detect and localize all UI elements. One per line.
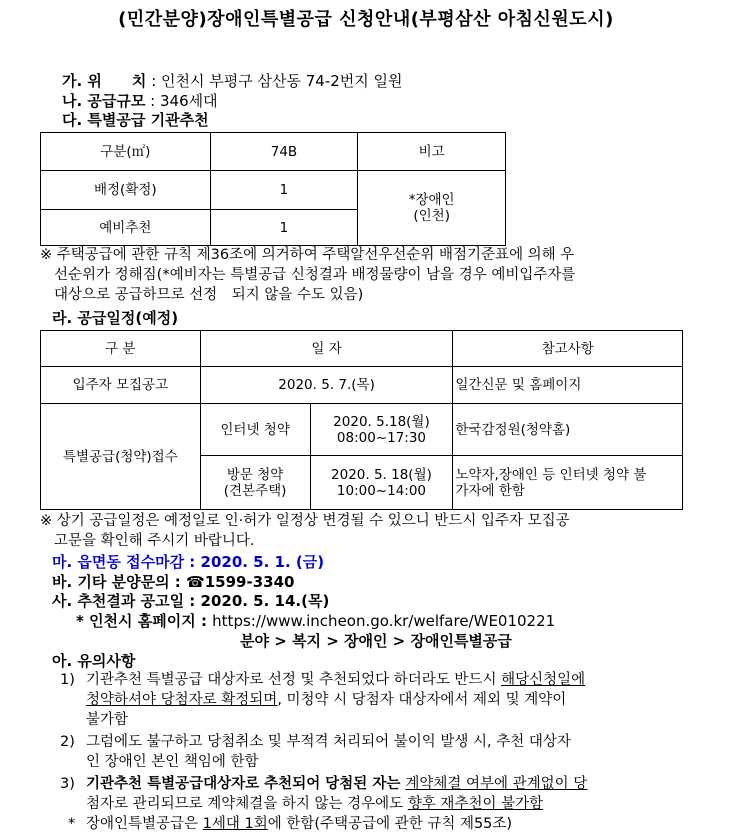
- page-title: (민간분양)장애인특별공급 신청안내(부평삼산 아침신원도시): [118, 9, 614, 30]
- allocation-table: [40, 132, 506, 246]
- table-cell: 입주자 모집공고: [41, 367, 201, 404]
- homepage-url[interactable]: https://www.incheon.go.kr/welfare/WE010221: [212, 612, 556, 630]
- supply-scale-value: 346세대: [159, 92, 218, 110]
- table-header: 참고사항: [453, 331, 683, 367]
- phone-number: ☎1599-3340: [186, 573, 295, 591]
- table-cell: 방문 청약 (견본주택): [200, 456, 310, 510]
- table-cell: 노약자,장애인 등 인터넷 청약 불 가자에 한함: [453, 456, 683, 510]
- table-cell: 1: [210, 210, 358, 246]
- table-cell: 예비추천: [41, 210, 211, 246]
- breadcrumb: 분야 > 복지 > 장애인 > 장애인특별공급: [240, 632, 512, 650]
- table-header: 비고: [358, 133, 506, 171]
- note-rule-36: ※ 주택공급에 관한 규칙 제36조에 의거하여 주택알선우선순위 배점기준표에 의해 우 선순위가 정해짐(*예비자는 특별공급 신청결과 배정물량이 남을 경우 예비입주자를 대상으로 공급하므로 선정 되지 않을 수도 있음): [40, 247, 576, 303]
- homepage-label: * 인천시 홈페이지 :: [76, 612, 213, 630]
- location-row: 가. 위 치 : 인천시 부평구 삼산동 74-2번지 일원: [62, 72, 403, 90]
- result-date-row: 사. 추천결과 공고일 : 2020. 5. 14.(목): [52, 592, 330, 610]
- homepage-row: [76, 610, 555, 631]
- list-item: * 장애인특별공급은 1세대 1회에 한함(주택공급에 관한 규칙 제55조): [68, 816, 513, 832]
- table-header: 구 분: [41, 331, 201, 367]
- table-cell: 한국감정원(청약홈): [453, 404, 683, 456]
- table-cell: 특별공급(청약)접수: [41, 404, 201, 510]
- table-cell: 2020. 5.18(월) 08:00~17:30: [310, 404, 453, 456]
- inquiry-label: 바. 기타 분양문의 :: [52, 573, 187, 591]
- list-item: 1) 기관추천 특별공급 대상자로 선정 및 추천되었다 하더라도 반드시 해당신청일에 청약하셔야 당첨자로 확정되며, 미청약 시 당첨자 대상자에서 제외 및 계약이 불가함: [60, 672, 586, 728]
- deadline-row: 마. 읍면동 접수마감 : 2020. 5. 1. (금): [52, 553, 325, 571]
- table-cell: 1: [210, 171, 358, 210]
- inquiry-row: [52, 571, 294, 592]
- table-cell: 배정(확정): [41, 171, 211, 210]
- table-header: 구분(㎡): [41, 133, 211, 171]
- table-cell: 인터넷 청약: [200, 404, 310, 456]
- location-label: 가. 위 치: [62, 72, 147, 90]
- section-precautions: 아. 유의사항: [52, 652, 136, 670]
- section-agency-recommendation: 다. 특별공급 기관추천: [62, 111, 209, 129]
- table-header: 일 자: [200, 331, 453, 367]
- supply-scale-label: 나. 공급규모: [62, 92, 146, 110]
- location-value: 인천시 부평구 삼산동 74-2번지 일원: [161, 72, 403, 90]
- table-cell: 2020. 5. 7.(목): [200, 367, 453, 404]
- supply-scale-row: 나. 공급규모 : 346세대: [62, 92, 218, 110]
- list-item: 2) 그럼에도 불구하고 당첨취소 및 부적격 처리되어 불이익 발생 시, 추천 대상자 인 장애인 본인 책임에 한함: [60, 734, 571, 770]
- table-header: 74B: [210, 133, 358, 171]
- note-schedule-change: ※ 상기 공급일정은 예정일로 인·허가 일정상 변경될 수 있으니 반드시 입주자 모집공 고문을 확인해 주시기 바랍니다.: [40, 513, 570, 549]
- schedule-table: [40, 330, 683, 510]
- list-item: 3) 기관추천 특별공급대상자로 추천되어 당첨된 자는 계약체결 여부에 관계없이 당 첨자로 관리되므로 계약체결을 하지 않는 경우에도 향후 재추천이 불가함: [60, 776, 588, 812]
- table-cell: 일간신문 및 홈페이지: [453, 367, 683, 404]
- table-cell: 2020. 5. 18(월) 10:00~14:00: [310, 456, 453, 510]
- precautions-list: [60, 670, 680, 834]
- table-note-cell: *장애인 (인천): [358, 171, 506, 246]
- section-schedule: 라. 공급일정(예정): [52, 309, 179, 327]
